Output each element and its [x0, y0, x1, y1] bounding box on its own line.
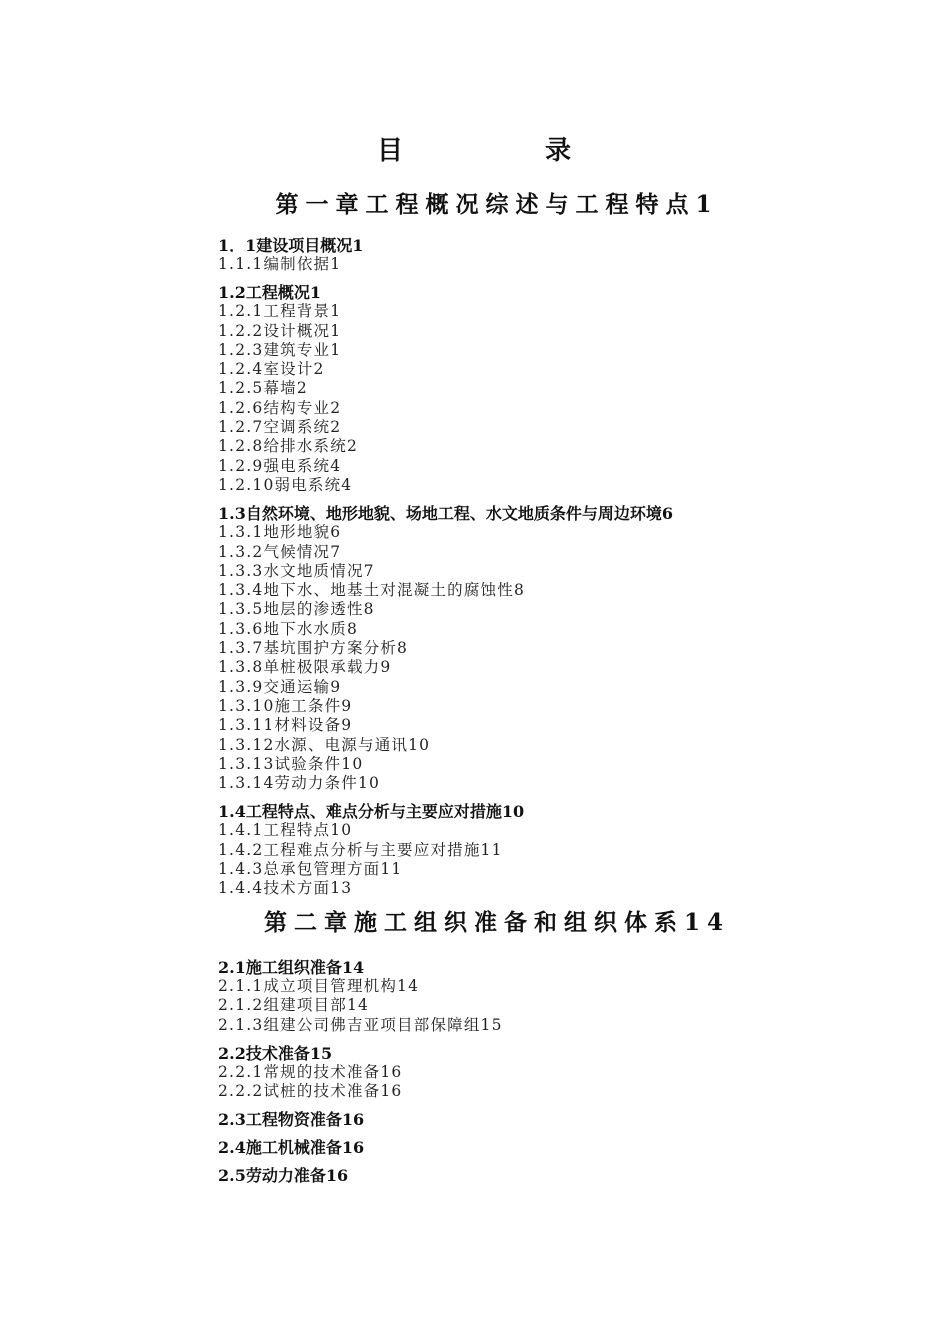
- toc-entry[interactable]: 1.3.1地形地貌6: [218, 523, 342, 542]
- toc-entry[interactable]: 1.2.8给排水系统2: [218, 437, 359, 456]
- chapter-1-toc: [218, 236, 918, 899]
- toc-entry[interactable]: 1.2.7空调系统2: [218, 418, 342, 437]
- toc-entry[interactable]: 1.3.4地下水、地基土对混凝土的腐蚀性8: [218, 581, 526, 600]
- chapter-1-heading[interactable]: 第一章工程概况综述与工程特点1: [275, 191, 719, 218]
- toc-section: [218, 283, 918, 495]
- chapter-2-heading[interactable]: 第二章施工组织准备和组织体系14: [263, 909, 730, 936]
- toc-entry[interactable]: 1.3.6地下水水质8: [218, 619, 359, 638]
- toc-section-heading[interactable]: 1.3自然环境、地形地貌、场地工程、水文地质条件与周边环境6: [218, 504, 673, 524]
- toc-title-left: 目: [376, 136, 405, 166]
- toc-entry[interactable]: 1.3.12水源、电源与通讯10: [218, 735, 431, 754]
- toc-entry[interactable]: 1.4.1工程特点10: [218, 821, 353, 840]
- toc-entry[interactable]: 1.3.10施工条件9: [218, 696, 353, 715]
- toc-section: [218, 1110, 918, 1129]
- toc-entry[interactable]: 2.2.1常规的技术准备16: [218, 1062, 403, 1081]
- toc-entry[interactable]: 1.4.3总承包管理方面11: [218, 860, 403, 879]
- toc-entry[interactable]: 1.3.11材料设备9: [218, 716, 353, 735]
- toc-section-heading[interactable]: 2.4施工机械准备16: [218, 1138, 365, 1158]
- toc-entry[interactable]: 1.4.4技术方面13: [218, 879, 353, 898]
- toc-title-right: 录: [545, 136, 574, 166]
- toc-section-heading[interactable]: 2.2技术准备15: [218, 1043, 333, 1063]
- toc-section: [218, 236, 918, 274]
- toc-entry[interactable]: 1.2.5幕墙2: [218, 379, 308, 398]
- toc-entry[interactable]: 1.3.5地层的渗透性8: [218, 600, 375, 619]
- toc-section-heading[interactable]: 2.1施工组织准备14: [218, 958, 365, 977]
- toc-section: [218, 802, 918, 898]
- toc-entry[interactable]: 1.2.10弱电系统4: [218, 475, 353, 494]
- toc-entry[interactable]: 1.3.9交通运输9: [218, 677, 342, 696]
- toc-entry[interactable]: 2.1.2组建项目部14: [218, 996, 370, 1015]
- toc-entry[interactable]: 1.3.14劳动力条件10: [218, 774, 381, 793]
- toc-entry[interactable]: 1.2.4室设计2: [218, 360, 325, 379]
- toc-entry[interactable]: 1.2.9强电系统4: [218, 456, 342, 475]
- toc-section: [218, 504, 918, 793]
- toc-section: [218, 1138, 918, 1157]
- toc-entry[interactable]: 1.4.2工程难点分析与主要应对措施11: [218, 840, 503, 859]
- toc-entry[interactable]: 1.2.3建筑专业1: [218, 340, 342, 359]
- toc-entry[interactable]: 1.3.7基坑围护方案分析8: [218, 639, 409, 658]
- toc-section-heading[interactable]: 2.5劳动力准备16: [218, 1166, 349, 1186]
- toc-section: [218, 958, 918, 1035]
- toc-entry[interactable]: 1.3.8单桩极限承载力9: [218, 658, 392, 677]
- toc-title: [0, 130, 950, 167]
- toc-section-heading[interactable]: 1．1建设项目概况1: [218, 236, 364, 255]
- chapter-2-toc: [218, 958, 918, 1185]
- toc-entry[interactable]: 1.3.2气候情况7: [218, 542, 342, 561]
- toc-section-heading[interactable]: 2.3工程物资准备16: [218, 1110, 365, 1130]
- toc-entry[interactable]: 1.2.6结构专业2: [218, 398, 342, 417]
- toc-entry[interactable]: 2.1.1成立项目管理机构14: [218, 977, 420, 995]
- toc-entry[interactable]: 2.2.2试桩的技术准备16: [218, 1082, 403, 1101]
- toc-entry[interactable]: 2.1.3组建公司佛吉亚项目部保障组15: [218, 1015, 503, 1034]
- toc-section-heading[interactable]: 1.2工程概况1: [218, 283, 321, 303]
- toc-entry[interactable]: 1.3.13试验条件10: [218, 754, 364, 773]
- toc-section-heading[interactable]: 1.4工程特点、难点分析与主要应对措施10: [218, 802, 525, 822]
- toc-entry[interactable]: 1.2.1工程背景1: [218, 302, 342, 321]
- toc-section: [218, 1166, 918, 1185]
- toc-section: [218, 1044, 918, 1102]
- toc-entry[interactable]: 1.3.3水文地质情况7: [218, 561, 375, 580]
- toc-entry[interactable]: 1.1.1编制依据1: [218, 255, 342, 273]
- toc-entry[interactable]: 1.2.2设计概况1: [218, 321, 342, 340]
